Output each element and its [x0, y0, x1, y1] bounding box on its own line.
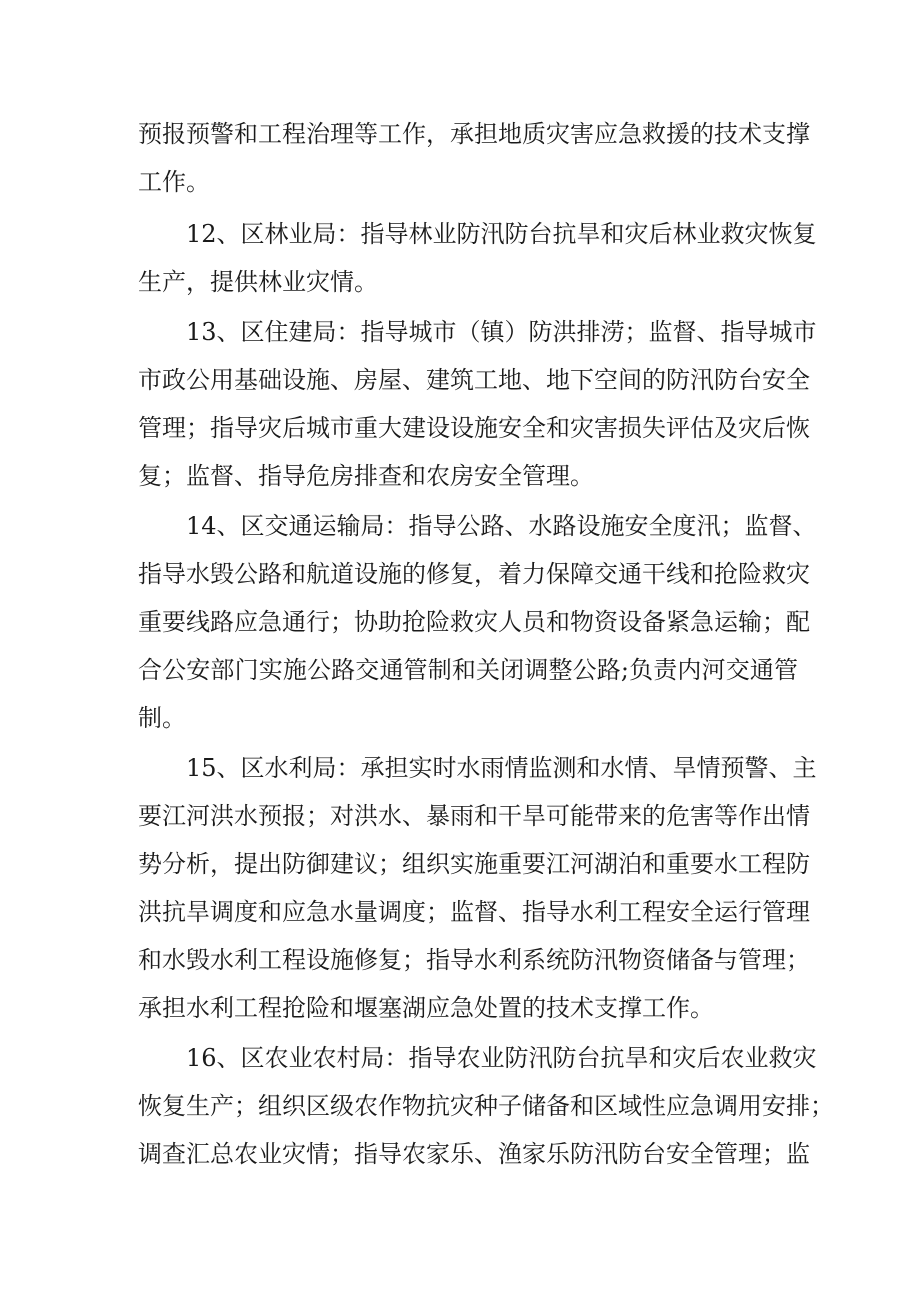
- text-line: 承担水利工程抢险和堰塞湖应急处置的技术支撑工作。: [138, 994, 714, 1022]
- text-line: 洪抗旱调度和应急水量调度；监督、指导水利工程安全运行管理: [138, 898, 810, 926]
- text-line: 16、区农业农村局：指导农业防汛防台抗旱和灾后农业救灾: [186, 1044, 817, 1072]
- text-line: 工作。: [138, 168, 210, 196]
- text-line: 和水毁水利工程设施修复；指导水利系统防汛物资储备与管理；: [138, 946, 810, 974]
- text-line: 13、区住建局：指导城市（镇）防洪排涝；监督、指导城市: [186, 318, 817, 346]
- text-line: 生产，提供林业灾情。: [138, 268, 378, 296]
- text-line: 重要线路应急通行；协助抢险救灾人员和物资设备紧急运输；配: [138, 608, 810, 636]
- text-line: 指导水毁公路和航道设施的修复，着力保障交通干线和抢险救灾: [138, 560, 810, 588]
- text-line: 要江河洪水预报；对洪水、暴雨和干旱可能带来的危害等作出情: [138, 802, 810, 830]
- text-line: 调查汇总农业灾情；指导农家乐、渔家乐防汛防台安全管理；监: [138, 1140, 810, 1168]
- text-line: 合公安部门实施公路交通管制和关闭调整公路;负责内河交通管: [138, 656, 798, 684]
- text-line: 复；监督、指导危房排查和农房安全管理。: [138, 462, 594, 490]
- text-line: 恢复生产；组织区级农作物抗灾种子储备和区域性应急调用安排；: [138, 1092, 834, 1120]
- text-line: 市政公用基础设施、房屋、建筑工地、地下空间的防汛防台安全: [138, 366, 810, 394]
- text-line: 12、区林业局：指导林业防汛防台抗旱和灾后林业救灾恢复: [186, 220, 817, 248]
- text-line: 预报预警和工程治理等工作，承担地质灾害应急救援的技术支撑: [138, 120, 810, 148]
- text-line: 制。: [138, 704, 186, 732]
- text-line: 15、区水利局：承担实时水雨情监测和水情、旱情预警、主: [186, 754, 817, 782]
- text-line: 管理；指导灾后城市重大建设设施安全和灾害损失评估及灾后恢: [138, 414, 810, 442]
- text-line: 势分析，提出防御建议；组织实施重要江河湖泊和重要水工程防: [138, 850, 810, 878]
- text-line: 14、区交通运输局：指导公路、水路设施安全度汛；监督、: [186, 512, 817, 540]
